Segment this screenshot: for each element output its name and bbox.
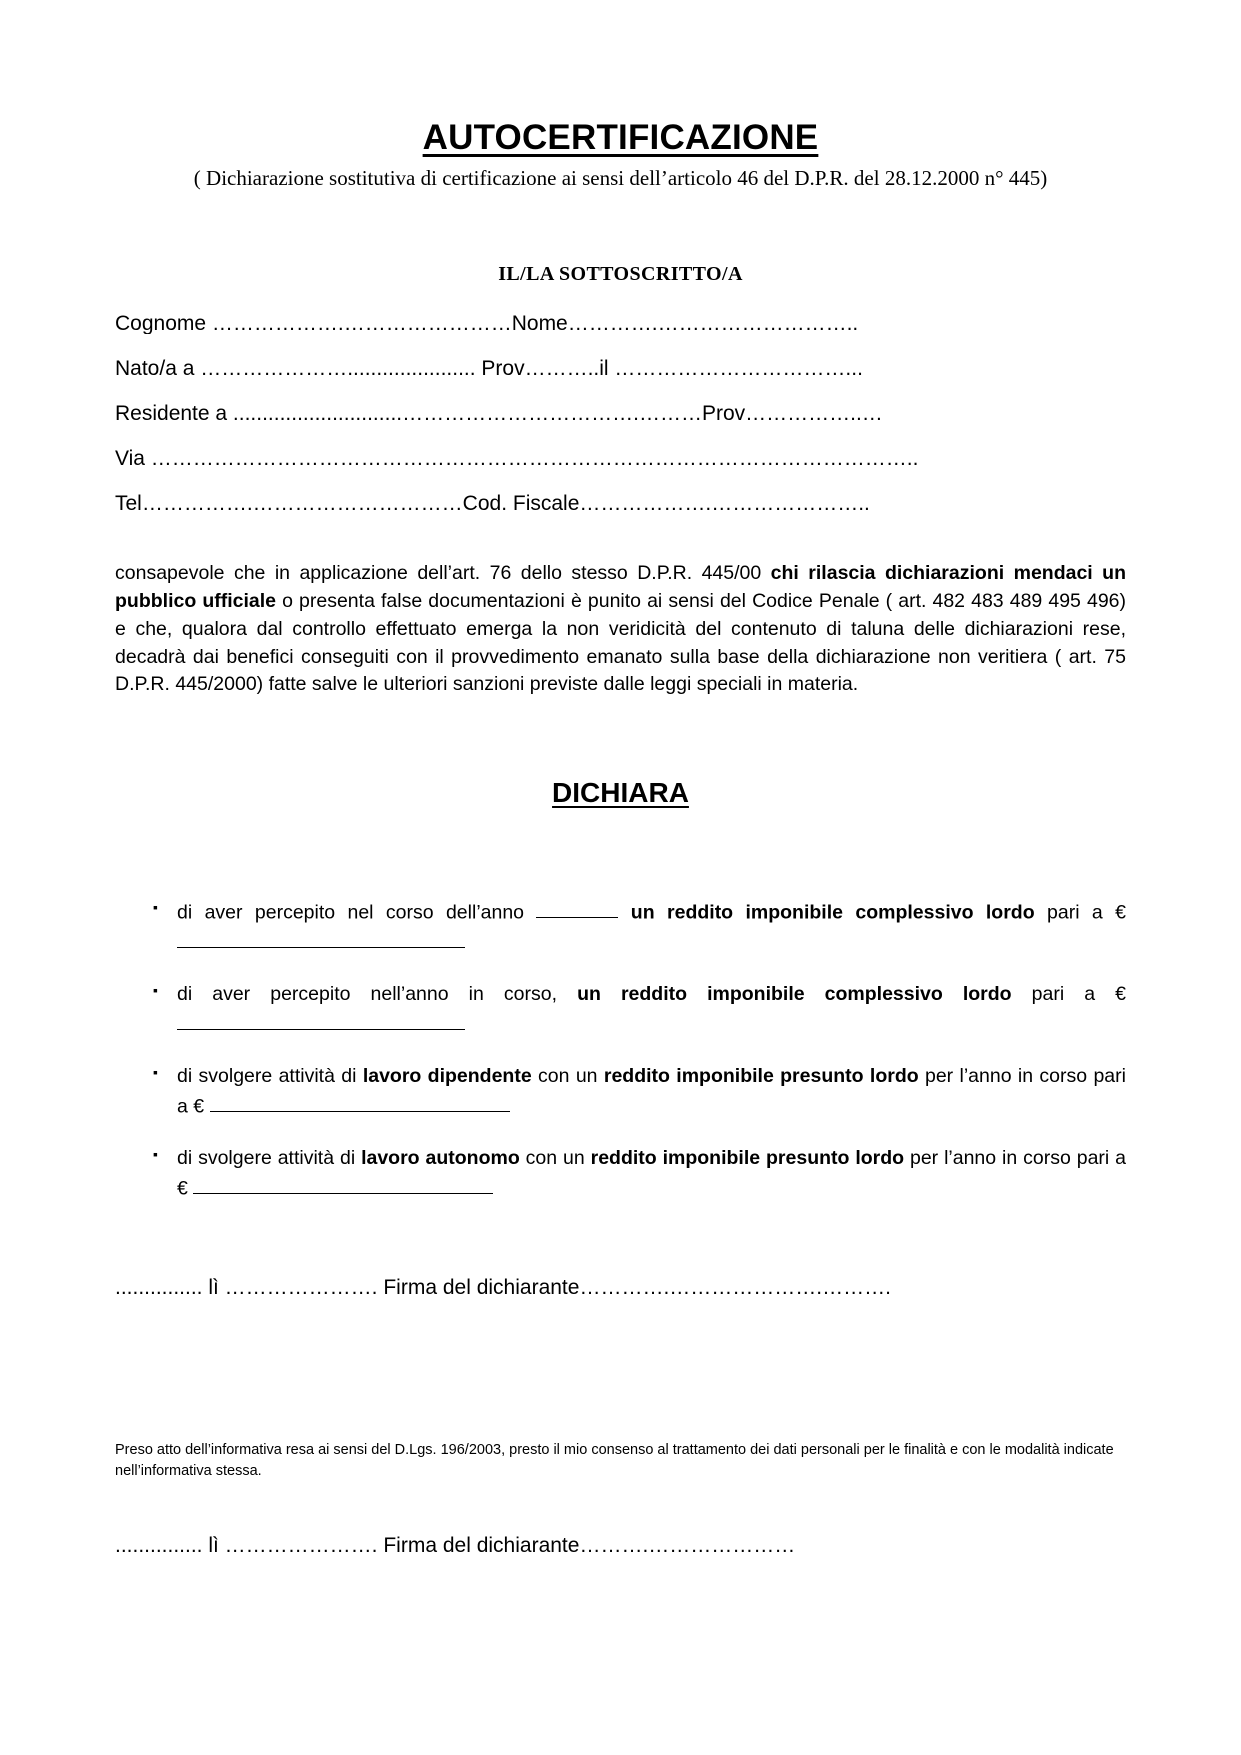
- square-bullet-icon: ▪: [153, 898, 158, 915]
- field-tel-codice-fiscale[interactable]: Tel…………….…………………………Cod. Fiscale……………….…………………..: [115, 493, 870, 515]
- square-bullet-icon: ▪: [153, 1064, 158, 1081]
- section-heading-sottoscritto: IL/LA SOTTOSCRITTO/A: [498, 263, 743, 286]
- signature-line-privacy[interactable]: ............... lì …………………. Firma del dichiarante……….…………………: [115, 1534, 796, 1558]
- fill-in-blank-year[interactable]: [536, 897, 618, 918]
- bullet-text-1: di aver percepito nell’anno in corso,: [177, 983, 578, 1006]
- personal-data-fields: [115, 313, 1126, 514]
- title-block: [115, 0, 1126, 191]
- bullet-bold-2: reddito imponibile presunto lordo: [590, 1147, 905, 1170]
- list-item: [115, 1062, 1126, 1120]
- privacy-consent-paragraph: Preso atto dell’informativa resa ai sensi del D.Lgs. 196/2003, presto il mio consenso al trattamento dei dati personali per le finalità e con le modalità indicate nell’informativa stessa.: [115, 1442, 1114, 1480]
- consapevole-paragraph: [115, 560, 1126, 698]
- consapevole-text-1: consapevole che in applicazione dell’art. 76 dello stesso D.P.R. 445/00: [115, 562, 771, 585]
- bullet-text-2: pari a €: [1047, 901, 1126, 924]
- list-item: [115, 980, 1126, 1038]
- bullet-text-1: di aver percepito nel corso dell’anno: [177, 901, 537, 924]
- bullet-text-3: per l’anno in corso pari a €: [177, 1147, 1126, 1200]
- bullet-bold-1: lavoro dipendente: [362, 1065, 532, 1088]
- bullet-text-2: con un: [531, 1065, 604, 1088]
- bullet-text-2: con un: [519, 1147, 591, 1170]
- field-cognome-nome[interactable]: Cognome ……………….……………………Nome………….………………………..: [115, 313, 859, 335]
- square-bullet-icon: ▪: [153, 1146, 158, 1163]
- field-via[interactable]: Via ………………………………………………………………………………………………..: [115, 448, 919, 470]
- square-bullet-icon: ▪: [153, 982, 158, 999]
- document-subtitle: ( Dichiarazione sostitutiva di certificazione ai sensi dell’articolo 46 del D.P.R. del 28.12.2000 n° 445): [193, 166, 1048, 191]
- field-residente-prov[interactable]: Residente a .............................…………………………….………Prov……………..…: [115, 403, 883, 425]
- bullet-bold-1: un reddito imponibile complessivo lordo: [618, 901, 1048, 924]
- page-title: AUTOCERTIFICAZIONE: [422, 118, 819, 157]
- bullet-text-3: per l’anno in corso pari a €: [177, 1065, 1126, 1118]
- section-heading-dichiara: DICHIARA: [552, 776, 689, 808]
- bullet-bold-1: lavoro autonomo: [361, 1147, 520, 1170]
- list-item: [115, 1144, 1126, 1202]
- consapevole-text-2: o presenta false documentazioni è punito ai sensi del Codice Penale ( art. 482 483 489 495 496) e che, qualora dal controllo effettuato emerga la non veridicità del contenuto di taluna delle dichiarazioni rese, decadrà dai benefici conseguiti con il provvedimento emanato sulla base della dichiarazione non veritiera ( art. 75 D.P.R. 445/2000) fatte salve le ulteriori sanzioni previste dalle leggi speciali in materia.: [115, 590, 1126, 696]
- list-item: [115, 897, 1126, 956]
- fill-in-blank-amount[interactable]: [177, 1009, 465, 1030]
- bullet-text-2: pari a €: [1011, 983, 1126, 1006]
- bullet-bold-1: un reddito imponibile complessivo lordo: [577, 983, 1012, 1006]
- consapevole-bold-1: chi rilascia dichiarazioni mendaci un pubblico ufficiale: [115, 562, 1126, 613]
- fill-in-blank-amount[interactable]: [193, 1173, 493, 1194]
- fill-in-blank-amount[interactable]: [210, 1091, 510, 1112]
- bullet-text-1: di svolgere attività di: [177, 1147, 362, 1170]
- bullet-text-1: di svolgere attività di: [177, 1065, 363, 1088]
- field-nato-prov-il[interactable]: Nato/a a …………………...................... Prov………..il ……………………………...: [115, 358, 863, 380]
- declaration-list: [115, 897, 1126, 1202]
- signature-line-primary[interactable]: ............... lì …………………. Firma del dichiarante………….………………….……….: [115, 1276, 891, 1300]
- fill-in-blank-amount[interactable]: [177, 927, 465, 948]
- bullet-bold-2: reddito imponibile presunto lordo: [603, 1065, 919, 1088]
